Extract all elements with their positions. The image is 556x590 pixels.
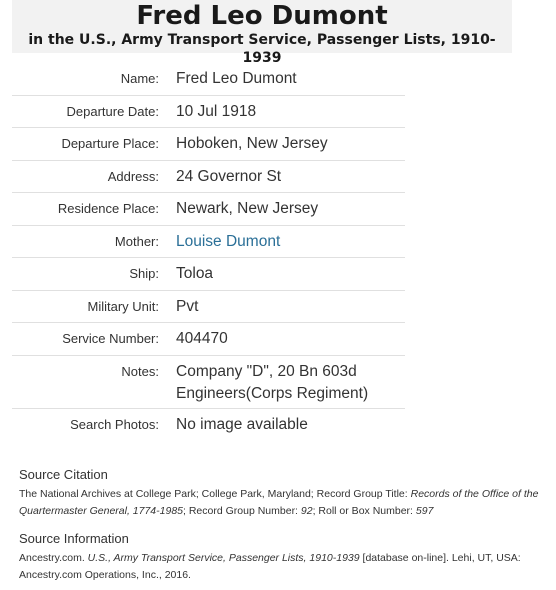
source-information xyxy=(19,531,549,584)
field-value: 404470 xyxy=(176,330,228,347)
record-row-search-photos xyxy=(12,409,405,446)
source-citation xyxy=(19,467,549,520)
source-information-title: Source Information xyxy=(19,531,129,546)
record-row-departure-date xyxy=(12,96,405,129)
record-details-table xyxy=(12,63,405,446)
field-value: Newark, New Jersey xyxy=(176,200,319,217)
field-label: Departure Place: xyxy=(61,136,159,151)
field-value xyxy=(159,356,368,408)
field-label: Ship: xyxy=(129,266,159,281)
field-value: 24 Governor St xyxy=(176,167,282,185)
record-row-service-number xyxy=(12,323,405,356)
record-header xyxy=(12,0,512,66)
field-value: Hoboken, New Jersey xyxy=(176,135,328,152)
field-value: Toloa xyxy=(176,265,214,282)
field-label: Military Unit: xyxy=(87,298,159,314)
field-label: Name: xyxy=(120,71,159,86)
field-label: Search Photos: xyxy=(70,416,159,432)
mother-link[interactable]: Louise Dumont xyxy=(176,232,281,250)
record-row-military-unit xyxy=(12,291,405,324)
field-value: 10 Jul 1918 xyxy=(176,102,257,120)
record-row-mother xyxy=(12,226,405,259)
record-row-ship xyxy=(12,258,405,291)
notes-line-2: Engineers(Corps Regiment) xyxy=(176,384,369,402)
field-label: Notes: xyxy=(121,363,159,379)
record-row-address xyxy=(12,161,405,194)
person-name-title: Fred Leo Dumont xyxy=(136,1,388,31)
field-label: Service Number: xyxy=(62,331,159,346)
record-row-departure-place xyxy=(12,128,405,161)
record-row-residence-place xyxy=(12,193,405,226)
field-value: No image available xyxy=(176,415,308,433)
source-citation-title: Source Citation xyxy=(19,467,108,482)
field-label: Residence Place: xyxy=(57,201,159,216)
field-value: Pvt xyxy=(176,297,199,315)
collection-title: in the U.S., Army Transport Service, Passenger Lists, 1910-1939 xyxy=(28,32,496,66)
record-row-notes xyxy=(12,356,405,409)
field-label: Address: xyxy=(107,168,159,184)
source-information-text: Ancestry.com. U.S., Army Transport Service, Passenger Lists, 1910-1939 [database on-line]. Lehi, UT, USA: Ancestry.com Operations, Inc., 2016. xyxy=(19,552,521,581)
field-label: Departure Date: xyxy=(66,103,159,119)
record-row-name xyxy=(12,63,405,96)
notes-line-1: Company "D", 20 Bn 603d xyxy=(176,362,357,380)
field-label: Mother: xyxy=(114,233,159,249)
field-value: Fred Leo Dumont xyxy=(176,70,297,87)
source-citation-text: The National Archives at College Park; College Park, Maryland; Record Group Title: Records of the Office of the Quartermaster General, 1774-1985; Record Group Number: 92; Roll or Box Number: 597 xyxy=(19,488,539,517)
